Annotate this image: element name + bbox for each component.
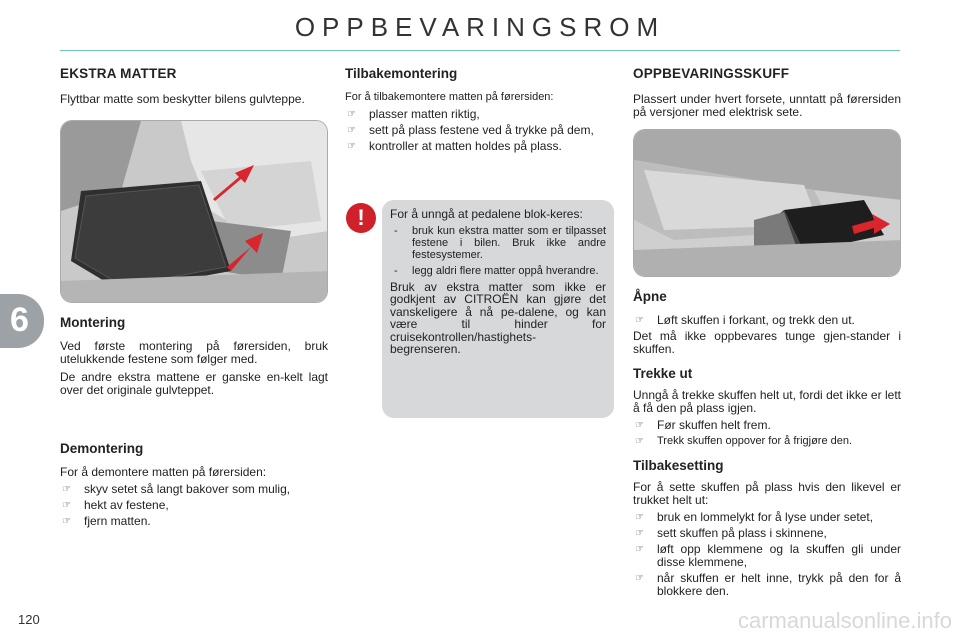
list-item: ☞ fjern matten. [62, 514, 151, 528]
mounting-paragraph-2: De andre ekstra mattene er ganske en-kelt lagt over det originale gulvteppet. [60, 370, 328, 397]
watermark: carmanualsonline.info [737, 608, 952, 633]
refit-steps [633, 511, 901, 598]
list-item: ☞ skyv setet så langt bakover som mulig, [62, 482, 291, 496]
warning-body: Bruk av ekstra matter som ikke er godkjent av CITROËN kan gjøre det vanskeligere å nå pe-dalene, og kan være til hinder for cruisekontrollen/hastighets-begrenseren. [390, 279, 606, 356]
list-item: ☞ Før skuffen helt frem. [635, 418, 771, 432]
section-heading-removal: Demontering [60, 441, 144, 456]
pointing-hand-icon: ☞ [347, 125, 356, 136]
floor-mat-illustration [61, 121, 328, 303]
pointing-hand-icon: ☞ [347, 141, 356, 152]
pull-out-text: Unngå å trekke skuffen helt ut, fordi det ikke er lett å få den på plass igjen. [633, 388, 901, 415]
section-heading-refitting: Tilbakemontering [345, 66, 458, 81]
chapter-tab [0, 294, 44, 348]
page-title: OPPBEVARINGSROM [294, 12, 666, 42]
removal-intro: For å demontere matten på førersiden: [60, 465, 267, 479]
refitting-intro: For å tilbakemontere matten på førersiden: [345, 91, 554, 103]
pointing-hand-icon: ☞ [635, 528, 644, 539]
list-item: ☞ bruk en lommelykt for å lyse under setet, [635, 510, 874, 524]
list-item: ☞ løft opp klemmene og la skuffen gli under disse klemmene, [635, 542, 901, 569]
page-number: 120 [18, 612, 40, 627]
list-item: ☞ når skuffen er helt inne, trykk på den for å blokkere den. [635, 571, 901, 598]
section-heading-mounting: Montering [60, 315, 126, 330]
removal-steps [60, 483, 328, 528]
list-item: ☞ hekt av festene, [62, 498, 169, 512]
mounting-paragraph-1: Ved første montering på førersiden, bruk utelukkende festene som følger med. [60, 339, 328, 366]
open-note: Det må ikke oppbevares tunge gjen-stander i skuffen. [633, 329, 901, 356]
pointing-hand-icon: ☞ [62, 484, 71, 495]
section-heading-pull-out: Trekke ut [633, 366, 693, 381]
storage-drawer-intro: Plassert under hvert forsete, unntatt på førersiden på versjoner med elektrisk sete. [633, 92, 901, 119]
pointing-hand-icon: ☞ [347, 109, 356, 120]
list-item: - legg aldri flere matter oppå hverandre. [394, 264, 599, 277]
section-heading-extra-mats: EKSTRA MATTER [60, 66, 177, 81]
section-heading-open: Åpne [633, 289, 667, 304]
warning-list [390, 225, 606, 277]
refitting-steps [345, 108, 615, 153]
column-refitting [345, 66, 615, 156]
floor-mat-photo [60, 120, 328, 303]
storage-drawer-photo [633, 129, 901, 277]
pointing-hand-icon: ☞ [62, 500, 71, 511]
refit-intro: For å sette skuffen på plass hvis den likevel er trukket helt ut: [633, 480, 901, 507]
list-item: ☞ sett på plass festene ved å trykke på dem, [347, 123, 594, 137]
list-item: ☞ kontroller at matten holdes på plass. [347, 139, 562, 153]
warning-exclamation-icon: ! [346, 203, 376, 233]
pointing-hand-icon: ☞ [635, 512, 644, 523]
section-heading-refit: Tilbakesetting [633, 458, 724, 473]
list-item: ☞ Trekk skuffen oppover for å frigjøre den. [635, 435, 853, 447]
chapter-number: 6 [10, 301, 29, 339]
pointing-hand-icon: ☞ [635, 573, 644, 584]
pointing-hand-icon: ☞ [635, 315, 644, 326]
pointing-hand-icon: ☞ [635, 544, 644, 555]
warning-box [382, 200, 614, 418]
pointing-hand-icon: ☞ [635, 436, 644, 447]
column-storage-drawer [633, 66, 901, 601]
list-item: ☞ sett skuffen på plass i skinnene, [635, 526, 827, 540]
column-extra-mats [60, 66, 328, 531]
storage-drawer-illustration [634, 130, 901, 277]
pointing-hand-icon: ☞ [635, 420, 644, 431]
list-item: ☞ plasser matten riktig, [347, 107, 480, 121]
extra-mats-intro: Flyttbar matte som beskytter bilens gulvteppe. [60, 92, 305, 106]
section-heading-storage-drawer: OPPBEVARINGSSKUFF [633, 66, 790, 81]
open-steps [633, 314, 901, 327]
list-item: - bruk kun ekstra matter som er tilpasset festene i bilen. Bruk ikke andre festesystemer. [394, 224, 606, 261]
pointing-hand-icon: ☞ [62, 516, 71, 527]
warning-intro: For å unngå at pedalene blok-keres: [390, 207, 583, 221]
pull-out-steps [633, 419, 901, 448]
list-item: ☞ Løft skuffen i forkant, og trekk den ut. [635, 313, 855, 327]
title-rule [60, 50, 900, 51]
